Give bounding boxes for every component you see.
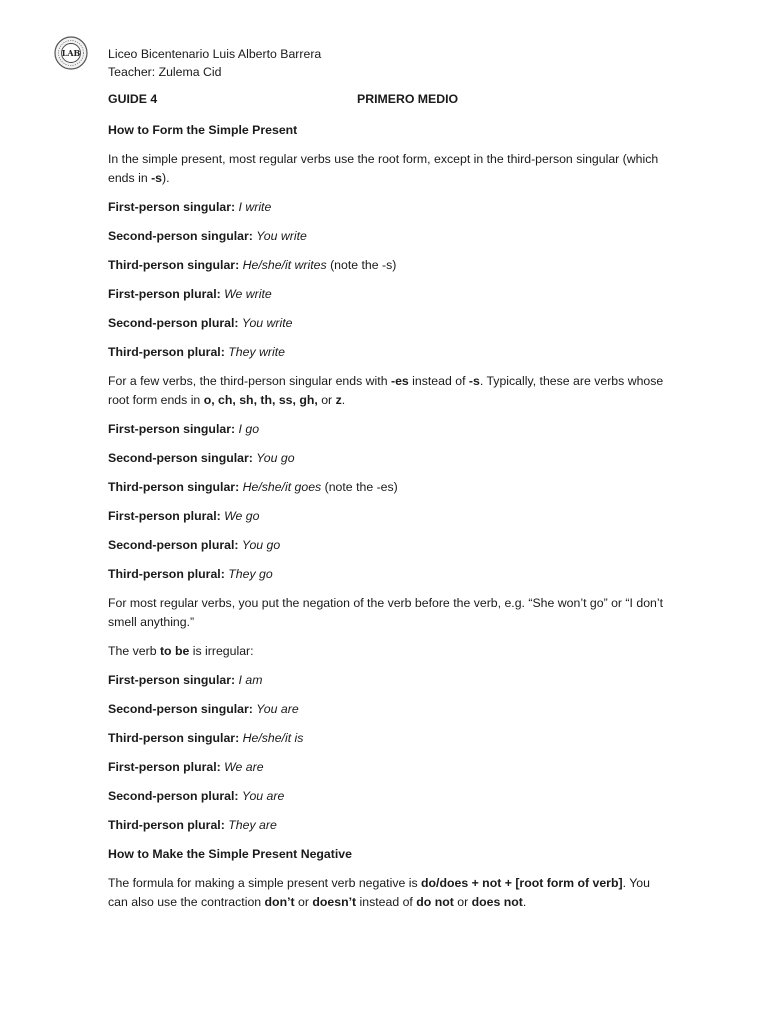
document-body [108,121,668,922]
conjugation-list-go [108,420,668,594]
conjugation-row: Second-person singular: You write [108,229,307,243]
conjugation-list-write [108,198,668,372]
conjugation-row: Second-person singular: You go [108,451,295,465]
conjugation-row: First-person plural: We are [108,760,264,774]
school-logo [54,36,88,70]
conjugation-row: First-person plural: We write [108,287,272,301]
intro-paragraph: In the simple present, most regular verbs use the root form, except in the third-person singular (which ends in -s). [108,152,659,185]
to-be-intro: The verb to be is irregular: [108,644,254,658]
conjugation-row: Second-person plural: You write [108,316,293,330]
conjugation-row: First-person singular: I go [108,422,260,436]
conjugation-row: Third-person singular: He/she/it goes (note the -es) [108,480,398,494]
guide-number: GUIDE 4 [108,92,158,106]
conjugation-row: Third-person singular: He/she/it is [108,731,304,745]
conjugation-row: First-person singular: I am [108,673,263,687]
es-rule-paragraph: For a few verbs, the third-person singular ends with -es instead of -s. Typically, these are verbs whose root form ends in o, ch, sh, th, ss, gh, or z. [108,374,664,407]
conjugation-list-be [108,671,668,845]
conjugation-row: Third-person plural: They go [108,567,273,581]
guide-row [108,92,668,110]
school-name: Liceo Bicentenario Luis Alberto Barrera [108,47,322,61]
section-title: How to Make the Simple Present Negative [108,847,352,861]
conjugation-row: Third-person plural: They write [108,345,285,359]
conjugation-row: Third-person singular: He/she/it writes (note the -s) [108,258,397,272]
svg-text:LAB: LAB [61,48,81,58]
conjugation-row: Second-person singular: You are [108,702,299,716]
document-header [108,45,321,81]
conjugation-row: Second-person plural: You are [108,789,285,803]
conjugation-row: Third-person plural: They are [108,818,277,832]
negative-formula-paragraph: The formula for making a simple present verb negative is do/does + not + [root form of verb]. You can also use the contraction don’t or doesn’t instead of do not or does not. [108,876,650,909]
conjugation-row: Second-person plural: You go [108,538,281,552]
grade-level: PRIMERO MEDIO [357,92,459,106]
conjugation-row: First-person plural: We go [108,509,260,523]
section-title: How to Form the Simple Present [108,123,298,137]
negation-paragraph: For most regular verbs, you put the negation of the verb before the verb, e.g. “She won’t go” or “I don’t smell anything.” [108,596,664,629]
conjugation-row: First-person singular: I write [108,200,272,214]
teacher-name: Teacher: Zulema Cid [108,65,222,79]
